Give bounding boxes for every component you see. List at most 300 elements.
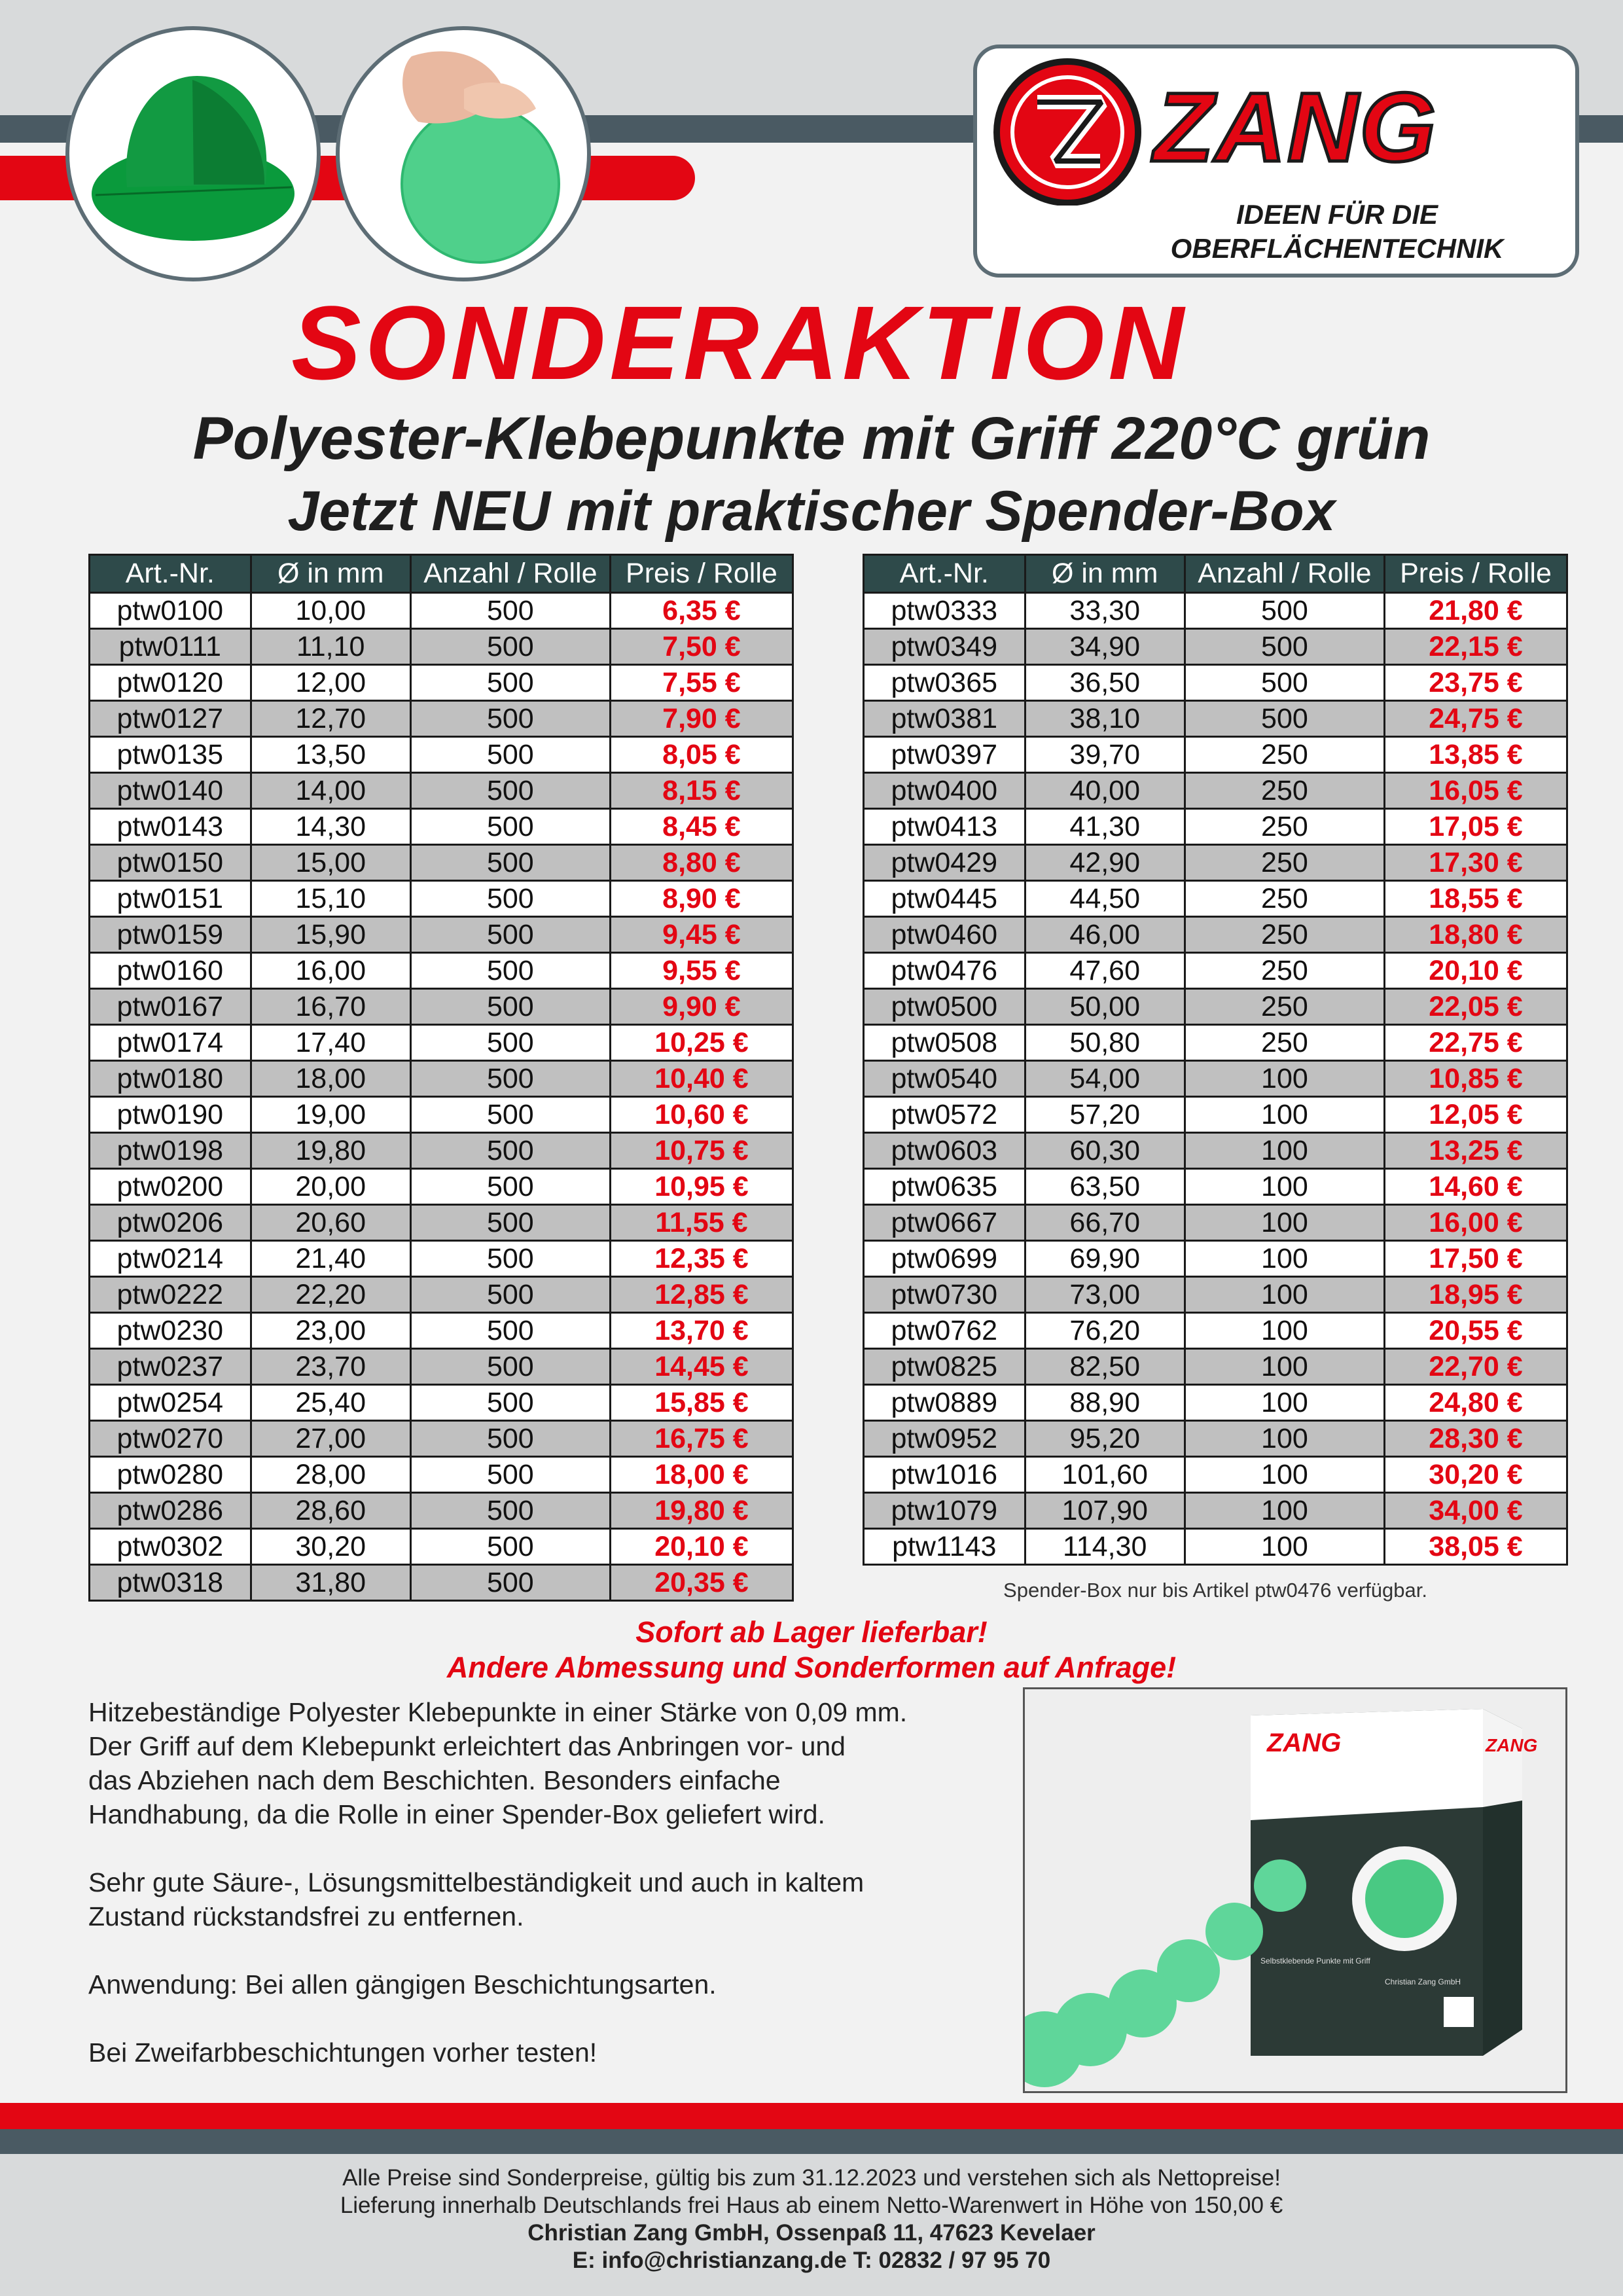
notice-in-stock: Sofort ab Lager lieferbar!: [635, 1615, 988, 1649]
cell-quantity: 100: [1185, 1241, 1384, 1277]
cell-diameter: 50,80: [1025, 1025, 1185, 1061]
cell-quantity: 100: [1185, 1385, 1384, 1421]
product-description: [88, 1695, 1024, 2104]
table-row: [864, 1061, 1567, 1097]
table-row: [864, 593, 1567, 629]
table-row: [864, 1277, 1567, 1313]
cell-art-nr: ptw0302: [90, 1529, 251, 1565]
table-row: [864, 881, 1567, 917]
cell-quantity: 500: [410, 593, 610, 629]
footer-contact: E: info@christianzang.de T: 02832 / 97 95 70: [572, 2248, 1051, 2273]
box-brand-label: ZANG: [1267, 1729, 1342, 1757]
col-header-art-nr: Art.-Nr.: [864, 555, 1026, 593]
cell-quantity: 500: [410, 1133, 610, 1169]
cell-quantity: 500: [410, 1097, 610, 1133]
cell-art-nr: ptw0206: [90, 1205, 251, 1241]
box-brand-label-side: ZANG: [1486, 1735, 1538, 1755]
cell-price: 8,80 €: [610, 845, 793, 881]
bottom-red-stripe: [0, 2103, 1623, 2129]
cell-art-nr: ptw0143: [90, 809, 251, 845]
desc-line: das Abziehen nach dem Beschichten. Besonders einfache: [88, 1765, 781, 1795]
cell-quantity: 500: [410, 1061, 610, 1097]
cell-quantity: 250: [1185, 845, 1384, 881]
cell-diameter: 23,70: [251, 1349, 410, 1385]
cell-art-nr: ptw0167: [90, 989, 251, 1025]
cell-price: 20,55 €: [1384, 1313, 1567, 1349]
cell-quantity: 500: [410, 1421, 610, 1457]
table-row: [864, 1025, 1567, 1061]
cell-price: 22,15 €: [1384, 629, 1567, 665]
cell-art-nr: ptw0222: [90, 1277, 251, 1313]
table-row: [90, 809, 793, 845]
cell-quantity: 500: [410, 1349, 610, 1385]
cell-price: 11,55 €: [610, 1205, 793, 1241]
cell-diameter: 41,30: [1025, 809, 1185, 845]
table-row: [90, 1205, 793, 1241]
cell-art-nr: ptw0127: [90, 701, 251, 737]
cell-diameter: 57,20: [1025, 1097, 1185, 1133]
table-row: [90, 953, 793, 989]
cell-price: 10,40 €: [610, 1061, 793, 1097]
cell-diameter: 25,40: [251, 1385, 410, 1421]
cell-quantity: 500: [410, 1565, 610, 1601]
cell-diameter: 10,00: [251, 593, 410, 629]
table-row: [90, 1277, 793, 1313]
cell-art-nr: ptw0120: [90, 665, 251, 701]
cell-quantity: 100: [1185, 1277, 1384, 1313]
footer: [0, 2154, 1623, 2296]
cell-diameter: 20,00: [251, 1169, 410, 1205]
subtitle-product: Polyester-Klebepunkte mit Griff 220°C grün: [192, 405, 1431, 472]
cell-art-nr: ptw0667: [864, 1205, 1026, 1241]
cell-price: 7,90 €: [610, 701, 793, 737]
cell-price: 10,95 €: [610, 1169, 793, 1205]
footer-address: Christian Zang GmbH, Ossenpaß 11, 47623 Kevelaer: [527, 2220, 1096, 2246]
col-header-art-nr: Art.-Nr.: [90, 555, 251, 593]
table-row: [90, 629, 793, 665]
desc-line: Der Griff auf dem Klebepunkt erleichtert das Anbringen vor- und: [88, 1731, 846, 1761]
table-row: [90, 665, 793, 701]
table-row: [90, 593, 793, 629]
cell-quantity: 100: [1185, 1097, 1384, 1133]
cell-art-nr: ptw0699: [864, 1241, 1026, 1277]
cell-quantity: 500: [410, 1313, 610, 1349]
cell-price: 21,80 €: [1384, 593, 1567, 629]
peel-illustration: [340, 30, 587, 278]
table-row: [90, 881, 793, 917]
cell-price: 9,55 €: [610, 953, 793, 989]
cell-price: 20,10 €: [610, 1529, 793, 1565]
cell-price: 18,95 €: [1384, 1277, 1567, 1313]
cell-price: 7,50 €: [610, 629, 793, 665]
cell-art-nr: ptw0730: [864, 1277, 1026, 1313]
table-row: [90, 845, 793, 881]
cell-art-nr: ptw0198: [90, 1133, 251, 1169]
cell-price: 6,35 €: [610, 593, 793, 629]
table-row: [864, 953, 1567, 989]
cell-diameter: 46,00: [1025, 917, 1185, 953]
cell-diameter: 39,70: [1025, 737, 1185, 773]
cell-diameter: 28,60: [251, 1493, 410, 1529]
col-header-price: Preis / Rolle: [1384, 555, 1567, 593]
cell-art-nr: ptw0365: [864, 665, 1026, 701]
box-caption: Selbstklebende Punkte mit Griff: [1260, 1956, 1370, 1965]
cell-quantity: 500: [410, 1169, 610, 1205]
cell-art-nr: ptw1143: [864, 1529, 1026, 1565]
table-row: [864, 1097, 1567, 1133]
table-row: [864, 845, 1567, 881]
cell-quantity: 500: [410, 989, 610, 1025]
cell-quantity: 100: [1185, 1205, 1384, 1241]
cell-diameter: 16,70: [251, 989, 410, 1025]
cell-diameter: 19,80: [251, 1133, 410, 1169]
cell-art-nr: ptw0135: [90, 737, 251, 773]
table-row: [864, 1241, 1567, 1277]
notice-custom-sizes: Andere Abmessung und Sonderformen auf Anfrage!: [446, 1651, 1177, 1684]
cell-quantity: 100: [1185, 1493, 1384, 1529]
cell-quantity: 500: [410, 701, 610, 737]
cell-diameter: 16,00: [251, 953, 410, 989]
table-row: [864, 1529, 1567, 1565]
cell-quantity: 500: [1185, 629, 1384, 665]
cell-price: 24,75 €: [1384, 701, 1567, 737]
cell-art-nr: ptw0151: [90, 881, 251, 917]
cell-price: 16,75 €: [610, 1421, 793, 1457]
cell-diameter: 19,00: [251, 1097, 410, 1133]
table-row: [864, 773, 1567, 809]
cell-art-nr: ptw0476: [864, 953, 1026, 989]
cell-quantity: 250: [1185, 989, 1384, 1025]
box-company: Christian Zang GmbH: [1385, 1977, 1461, 1986]
table-row: [864, 665, 1567, 701]
cell-price: 14,45 €: [610, 1349, 793, 1385]
cell-art-nr: ptw0508: [864, 1025, 1026, 1061]
cell-diameter: 34,90: [1025, 629, 1185, 665]
cell-diameter: 33,30: [1025, 593, 1185, 629]
cell-art-nr: ptw0397: [864, 737, 1026, 773]
cell-price: 16,05 €: [1384, 773, 1567, 809]
cell-quantity: 250: [1185, 737, 1384, 773]
cell-price: 20,35 €: [610, 1565, 793, 1601]
footer-delivery: Lieferung innerhalb Deutschlands frei Haus ab einem Netto-Warenwert in Höhe von 150,00 €: [340, 2193, 1283, 2218]
cell-art-nr: ptw0460: [864, 917, 1026, 953]
cell-diameter: 15,00: [251, 845, 410, 881]
cell-diameter: 114,30: [1025, 1529, 1185, 1565]
cell-price: 9,45 €: [610, 917, 793, 953]
cell-diameter: 38,10: [1025, 701, 1185, 737]
cell-price: 10,25 €: [610, 1025, 793, 1061]
cell-art-nr: ptw0254: [90, 1385, 251, 1421]
cell-diameter: 44,50: [1025, 881, 1185, 917]
cell-diameter: 14,00: [251, 773, 410, 809]
cell-quantity: 100: [1185, 1313, 1384, 1349]
table-row: [90, 1421, 793, 1457]
cell-diameter: 17,40: [251, 1025, 410, 1061]
table-row: [90, 1529, 793, 1565]
cell-quantity: 500: [410, 845, 610, 881]
price-table-right: [863, 554, 1568, 1566]
spender-box-note: Spender-Box nur bis Artikel ptw0476 verfügbar.: [1003, 1579, 1427, 1602]
table-row: [864, 1421, 1567, 1457]
cell-art-nr: ptw0318: [90, 1565, 251, 1601]
col-header-quantity: Anzahl / Rolle: [410, 555, 610, 593]
cell-art-nr: ptw0180: [90, 1061, 251, 1097]
cell-diameter: 69,90: [1025, 1241, 1185, 1277]
cell-diameter: 36,50: [1025, 665, 1185, 701]
cell-price: 18,55 €: [1384, 881, 1567, 917]
cell-art-nr: ptw0190: [90, 1097, 251, 1133]
cell-art-nr: ptw0603: [864, 1133, 1026, 1169]
desc-line: Hitzebeständige Polyester Klebepunkte in einer Stärke von 0,09 mm.: [88, 1697, 908, 1727]
cell-art-nr: ptw0952: [864, 1421, 1026, 1457]
cell-price: 30,20 €: [1384, 1457, 1567, 1493]
cell-quantity: 100: [1185, 1061, 1384, 1097]
cell-price: 18,00 €: [610, 1457, 793, 1493]
cell-price: 23,75 €: [1384, 665, 1567, 701]
logo-tagline-1: IDEEN FÜR DIE: [1236, 199, 1438, 230]
cell-diameter: 30,20: [251, 1529, 410, 1565]
cell-price: 20,10 €: [1384, 953, 1567, 989]
cell-diameter: 66,70: [1025, 1205, 1185, 1241]
cell-art-nr: ptw0174: [90, 1025, 251, 1061]
cell-art-nr: ptw0400: [864, 773, 1026, 809]
cell-diameter: 20,60: [251, 1205, 410, 1241]
cell-art-nr: ptw0540: [864, 1061, 1026, 1097]
cell-diameter: 13,50: [251, 737, 410, 773]
cell-price: 10,85 €: [1384, 1061, 1567, 1097]
company-logo-box: [973, 45, 1579, 278]
cell-price: 24,80 €: [1384, 1385, 1567, 1421]
cell-price: 17,30 €: [1384, 845, 1567, 881]
table-row: [90, 1169, 793, 1205]
cell-price: 9,90 €: [610, 989, 793, 1025]
table-row: [90, 773, 793, 809]
desc-line: Handhabung, da die Rolle in einer Spender-Box geliefert wird.: [88, 1799, 825, 1829]
cell-quantity: 100: [1185, 1169, 1384, 1205]
cell-quantity: 250: [1185, 809, 1384, 845]
cell-quantity: 500: [1185, 593, 1384, 629]
logo-wordmark: ZANG: [1154, 72, 1437, 182]
table-row: [864, 1493, 1567, 1529]
cell-art-nr: ptw1079: [864, 1493, 1026, 1529]
cell-quantity: 500: [410, 629, 610, 665]
cell-art-nr: ptw0572: [864, 1097, 1026, 1133]
cell-quantity: 100: [1185, 1133, 1384, 1169]
cell-quantity: 100: [1185, 1421, 1384, 1457]
cell-art-nr: ptw0889: [864, 1385, 1026, 1421]
cell-quantity: 500: [410, 1277, 610, 1313]
cell-diameter: 76,20: [1025, 1313, 1185, 1349]
table-row: [864, 809, 1567, 845]
cell-price: 22,75 €: [1384, 1025, 1567, 1061]
spender-box-photo: [1023, 1687, 1567, 2093]
cell-price: 18,80 €: [1384, 917, 1567, 953]
cell-price: 8,45 €: [610, 809, 793, 845]
cell-art-nr: ptw0762: [864, 1313, 1026, 1349]
cell-price: 8,05 €: [610, 737, 793, 773]
cell-art-nr: ptw0270: [90, 1421, 251, 1457]
cell-quantity: 100: [1185, 1457, 1384, 1493]
cell-art-nr: ptw0280: [90, 1457, 251, 1493]
cell-art-nr: ptw0230: [90, 1313, 251, 1349]
cell-quantity: 500: [410, 1457, 610, 1493]
cell-price: 22,05 €: [1384, 989, 1567, 1025]
cell-diameter: 50,00: [1025, 989, 1185, 1025]
cell-quantity: 500: [410, 1241, 610, 1277]
cell-price: 13,70 €: [610, 1313, 793, 1349]
cell-quantity: 250: [1185, 773, 1384, 809]
table-row: [864, 1169, 1567, 1205]
desc-test-warning: Bei Zweifarbbeschichtungen vorher testen!: [88, 2037, 597, 2068]
cell-price: 15,85 €: [610, 1385, 793, 1421]
cell-art-nr: ptw0214: [90, 1241, 251, 1277]
cell-diameter: 60,30: [1025, 1133, 1185, 1169]
desc-line: Zustand rückstandsfrei zu entfernen.: [88, 1901, 524, 1931]
cell-art-nr: ptw0200: [90, 1169, 251, 1205]
cell-diameter: 28,00: [251, 1457, 410, 1493]
cell-art-nr: ptw0237: [90, 1349, 251, 1385]
cell-price: 17,05 €: [1384, 809, 1567, 845]
cell-diameter: 95,20: [1025, 1421, 1185, 1457]
cell-price: 28,30 €: [1384, 1421, 1567, 1457]
cell-quantity: 500: [410, 737, 610, 773]
cell-price: 13,25 €: [1384, 1133, 1567, 1169]
cell-art-nr: ptw0100: [90, 593, 251, 629]
cell-art-nr: ptw0111: [90, 629, 251, 665]
cell-quantity: 500: [1185, 701, 1384, 737]
cell-quantity: 500: [410, 917, 610, 953]
cell-diameter: 47,60: [1025, 953, 1185, 989]
col-header-diameter: Ø in mm: [251, 555, 410, 593]
col-header-diameter: Ø in mm: [1025, 555, 1185, 593]
cell-diameter: 15,90: [251, 917, 410, 953]
table-row: [90, 701, 793, 737]
table-row: [864, 1349, 1567, 1385]
cell-quantity: 500: [410, 773, 610, 809]
cell-diameter: 31,80: [251, 1565, 410, 1601]
cell-price: 38,05 €: [1384, 1529, 1567, 1565]
table-row: [864, 629, 1567, 665]
cell-art-nr: ptw0381: [864, 701, 1026, 737]
table-row: [90, 1493, 793, 1529]
cell-price: 10,75 €: [610, 1133, 793, 1169]
cell-price: 14,60 €: [1384, 1169, 1567, 1205]
cell-art-nr: ptw1016: [864, 1457, 1026, 1493]
cell-diameter: 107,90: [1025, 1493, 1185, 1529]
table-row: [864, 1133, 1567, 1169]
cell-diameter: 21,40: [251, 1241, 410, 1277]
cell-art-nr: ptw0635: [864, 1169, 1026, 1205]
table-row: [90, 1133, 793, 1169]
cell-art-nr: ptw0159: [90, 917, 251, 953]
table-row: [90, 1457, 793, 1493]
cell-diameter: 18,00: [251, 1061, 410, 1097]
cell-price: 8,90 €: [610, 881, 793, 917]
table-row: [864, 1385, 1567, 1421]
cell-art-nr: ptw0413: [864, 809, 1026, 845]
cell-quantity: 500: [410, 1385, 610, 1421]
cell-diameter: 11,10: [251, 629, 410, 665]
cell-diameter: 27,00: [251, 1421, 410, 1457]
cell-quantity: 500: [410, 1025, 610, 1061]
col-header-price: Preis / Rolle: [610, 555, 793, 593]
desc-application: Anwendung: Bei allen gängigen Beschichtungsarten.: [88, 1969, 717, 2000]
table-row: [864, 1457, 1567, 1493]
table-row: [90, 1385, 793, 1421]
cell-price: 10,60 €: [610, 1097, 793, 1133]
cell-quantity: 500: [1185, 665, 1384, 701]
cell-price: 7,55 €: [610, 665, 793, 701]
cell-art-nr: ptw0349: [864, 629, 1026, 665]
cell-art-nr: ptw0445: [864, 881, 1026, 917]
cell-price: 19,80 €: [610, 1493, 793, 1529]
cell-diameter: 40,00: [1025, 773, 1185, 809]
cell-quantity: 250: [1185, 953, 1384, 989]
cell-diameter: 22,20: [251, 1277, 410, 1313]
bottom-dark-stripe: [0, 2129, 1623, 2154]
table-row: [864, 989, 1567, 1025]
cell-art-nr: ptw0500: [864, 989, 1026, 1025]
cell-price: 13,85 €: [1384, 737, 1567, 773]
headline: SONDERAKTION: [291, 284, 1188, 401]
cell-price: 22,70 €: [1384, 1349, 1567, 1385]
cell-art-nr: ptw0825: [864, 1349, 1026, 1385]
table-row: [90, 1349, 793, 1385]
cell-diameter: 23,00: [251, 1313, 410, 1349]
cell-diameter: 88,90: [1025, 1385, 1185, 1421]
cell-price: 17,50 €: [1384, 1241, 1567, 1277]
cell-art-nr: ptw0333: [864, 593, 1026, 629]
cell-quantity: 500: [410, 1493, 610, 1529]
cell-diameter: 12,70: [251, 701, 410, 737]
cell-quantity: 500: [410, 665, 610, 701]
cell-diameter: 15,10: [251, 881, 410, 917]
cell-diameter: 12,00: [251, 665, 410, 701]
cell-diameter: 73,00: [1025, 1277, 1185, 1313]
cell-price: 34,00 €: [1384, 1493, 1567, 1529]
cell-quantity: 100: [1185, 1349, 1384, 1385]
cell-price: 12,05 €: [1384, 1097, 1567, 1133]
table-row: [864, 1205, 1567, 1241]
table-row: [90, 737, 793, 773]
cell-quantity: 500: [410, 1529, 610, 1565]
cell-quantity: 250: [1185, 917, 1384, 953]
table-row: [90, 917, 793, 953]
table-row: [864, 1313, 1567, 1349]
cell-price: 8,15 €: [610, 773, 793, 809]
desc-line: Sehr gute Säure-, Lösungsmittelbeständigkeit und auch in kaltem: [88, 1867, 865, 1897]
subtitle-spender-box: Jetzt NEU mit praktischer Spender-Box: [287, 480, 1336, 543]
product-photo-peel: [336, 26, 591, 281]
cell-diameter: 63,50: [1025, 1169, 1185, 1205]
table-row: [90, 1313, 793, 1349]
cell-art-nr: ptw0429: [864, 845, 1026, 881]
cell-quantity: 250: [1185, 1025, 1384, 1061]
cell-price: 12,35 €: [610, 1241, 793, 1277]
cell-diameter: 101,60: [1025, 1457, 1185, 1493]
cell-quantity: 250: [1185, 881, 1384, 917]
cell-diameter: 42,90: [1025, 845, 1185, 881]
cell-price: 16,00 €: [1384, 1205, 1567, 1241]
table-row: [90, 1097, 793, 1133]
footer-price-validity: Alle Preise sind Sonderpreise, gültig bis zum 31.12.2023 und verstehen sich als Nettopreise!: [342, 2165, 1281, 2191]
price-table-left: [88, 554, 794, 1602]
table-row: [90, 1565, 793, 1601]
cell-quantity: 500: [410, 881, 610, 917]
cell-quantity: 500: [410, 809, 610, 845]
table-row: [864, 917, 1567, 953]
col-header-quantity: Anzahl / Rolle: [1185, 555, 1384, 593]
